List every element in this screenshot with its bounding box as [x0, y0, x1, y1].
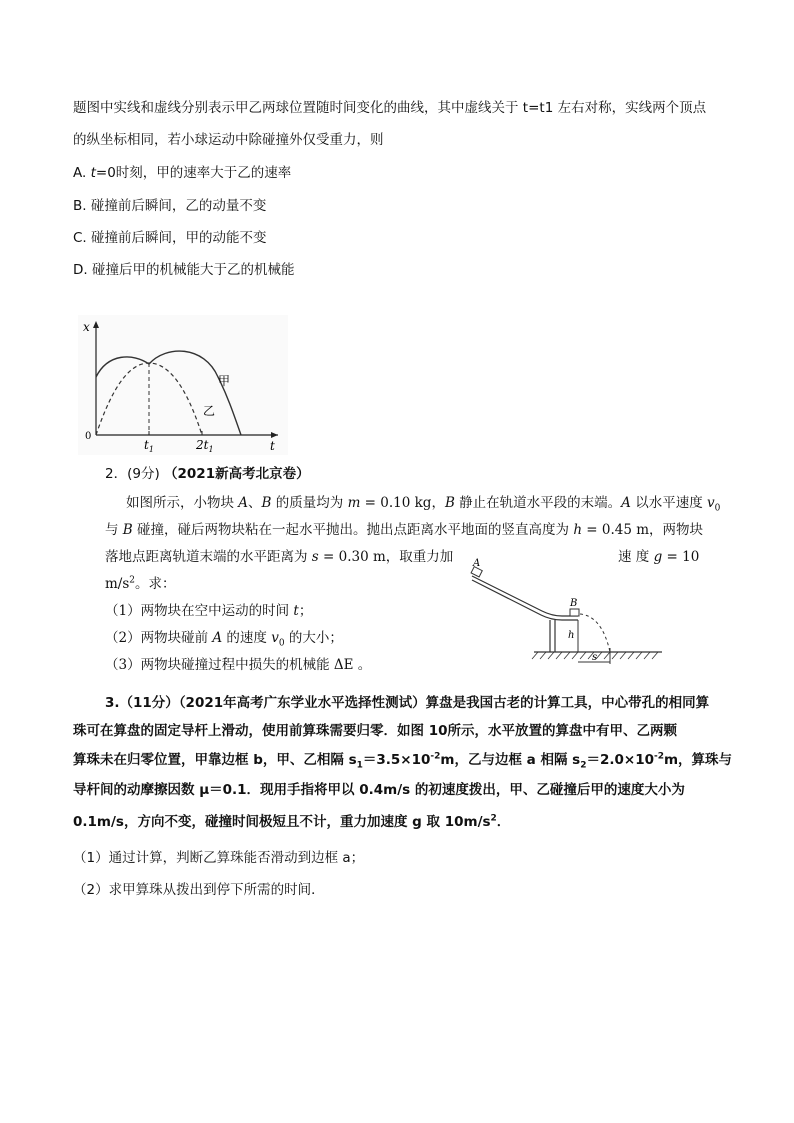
q2-line3-right: 速 度 g = 10 — [618, 549, 700, 565]
q2-sub3: （3）两物块碰撞过程中损失的机械能 ΔE 。 — [105, 657, 372, 673]
label-b: B — [570, 598, 578, 609]
q1-intro-line1: 题图中实线和虚线分别表示甲乙两球位置随时间变化的曲线，其中虚线关于 t=t1 左右对称，实线两个顶点 — [73, 100, 707, 116]
y-axis-label: x — [83, 320, 90, 334]
q2-heading: 2．(9分) （2021新高考北京卷） — [105, 466, 310, 482]
label-a: A — [473, 558, 481, 569]
q1-option-c: C. 碰撞前后瞬间，甲的动能不变 — [73, 230, 267, 246]
q1-intro-line2: 的纵坐标相同，若小球运动中除碰撞外仅受重力，则 — [73, 132, 384, 148]
q2-line4: $m/s^2$。求： — [105, 575, 176, 592]
origin-label: 0 — [85, 431, 92, 442]
q1-option-a: A. t=0时刻，甲的速率大于乙的速率 — [73, 165, 292, 181]
track-figure — [462, 556, 662, 666]
tick-t1: $t_1$ — [144, 438, 154, 454]
q2-line2: 与 B 碰撞，碰后两物块粘在一起水平抛出。抛出点距离水平地面的竖直高度为 h = 0.45 m，两物块 — [105, 522, 704, 538]
q2-sub2: （2）两物块碰前 A 的速度 $v_0$ 的大小； — [105, 630, 343, 649]
q1-option-b: B. 碰撞前后瞬间，乙的动量不变 — [73, 198, 267, 214]
q2-line1: 如图所示，小物块 A、B 的质量均为 m = 0.10 kg，B 静止在轨道水平段的末端。A 以水平速度 $v_0$ — [126, 495, 721, 514]
label-s: s — [592, 652, 598, 663]
q3-line3: 算珠未在归零位置，甲靠边框 b，甲、乙相隔 $s_1=3.5\times 10^{-2}m$，乙与边框 a 相隔 $s_2=2.0\times 10^{-2}m$，算珠与 — [73, 751, 733, 771]
q1-option-d: D. 碰撞后甲的机械能大于乙的机械能 — [73, 262, 295, 278]
label-h: h — [568, 630, 575, 641]
tick-2t1: $2t_1$ — [196, 438, 214, 454]
q3-line2: 珠可在算盘的固定导杆上滑动，使用前算珠需要归零．如图 10所示，水平放置的算盘中有甲、乙两颗 — [73, 723, 677, 739]
q3-line5: 0.1m/s，方向不变，碰撞时间极短且不计，重力加速度 g 取 $10m/s^2$． — [73, 813, 511, 830]
q3-sub1: （1）通过计算，判断乙算珠能否滑动到边框 a； — [73, 850, 365, 866]
position-time-graph — [78, 315, 288, 455]
q3-line1: 3.（11分）（2021年高考广东学业水平选择性测试）算盘是我国古老的计算工具，中心带孔的相同算 — [105, 695, 710, 711]
label-yi: 乙 — [203, 404, 216, 418]
q2-line3: 落地点距离轨道末端的水平距离为 s = 0.30 m，取重力加 — [105, 549, 454, 565]
block-b — [570, 609, 579, 616]
q2-sub1: （1）两物块在空中运动的时间 t； — [105, 603, 313, 619]
x-axis-label: t — [270, 439, 275, 453]
q3-line4: 导杆间的动摩擦因数 μ＝0.1．现用手指将甲以 0.4m/s 的初速度拨出，甲、乙碰撞后甲的速度大小为 — [73, 782, 685, 798]
q3-sub2: （2）求甲算珠从拨出到停下所需的时间． — [73, 882, 325, 898]
label-jia: 甲 — [218, 374, 231, 388]
